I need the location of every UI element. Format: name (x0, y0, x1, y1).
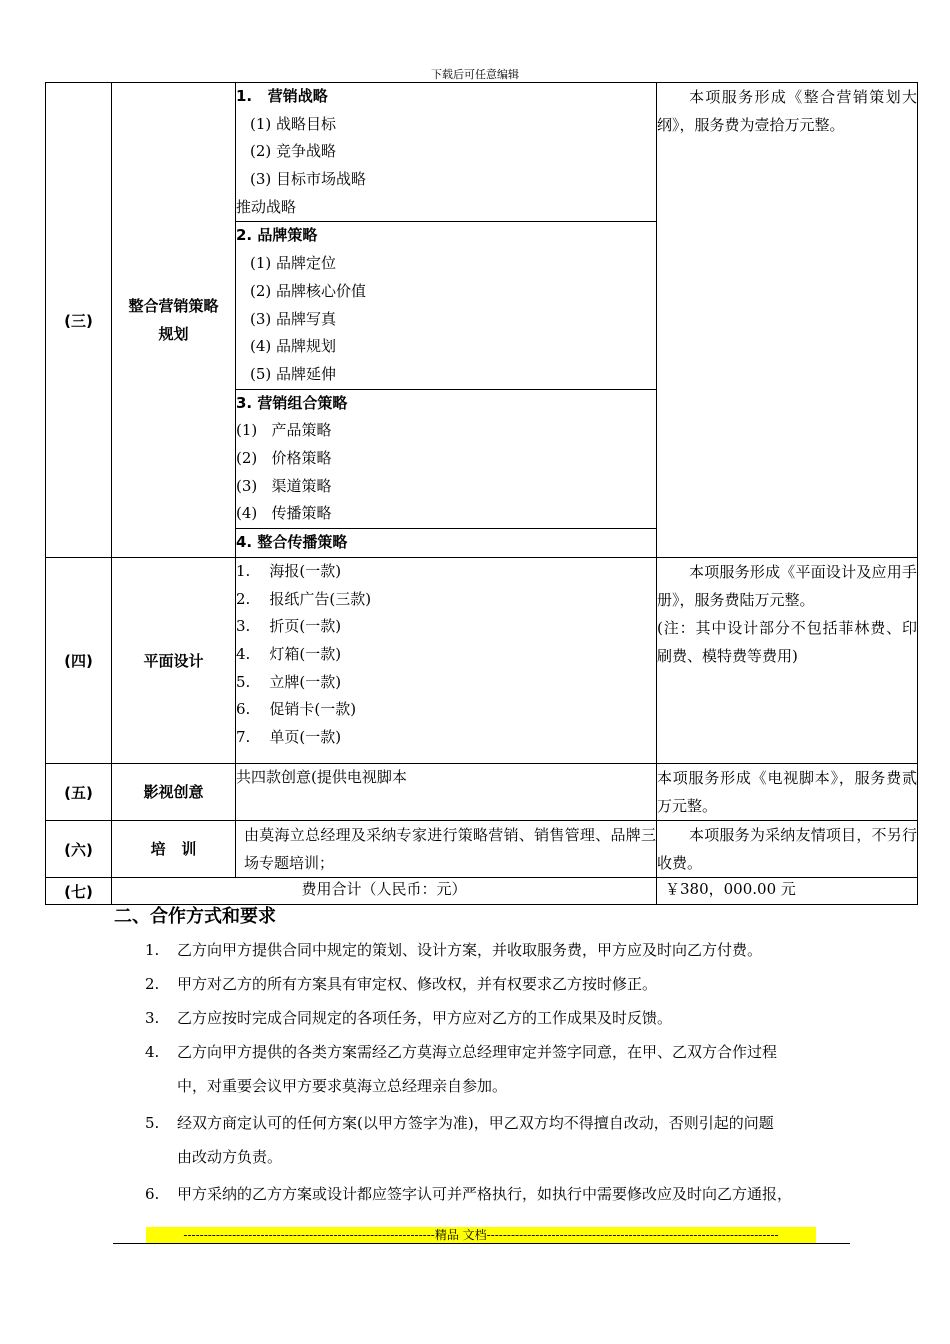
list-item (145, 1177, 865, 1211)
item-number: 4. (145, 1043, 160, 1061)
row-description: 本项服务形成《整合营销策划大纲》，服务费为壹拾万元整。 (657, 83, 918, 558)
table-row (46, 83, 918, 222)
item-text-continued: 中，对重要会议甲方要求莫海立总经理亲自参加。 (177, 1077, 508, 1095)
table-row (46, 821, 918, 878)
section-marketing-mix (236, 389, 657, 528)
footer-banner: --------------------------------------------------------------精品 文档------------------------------------------------------------------------ (146, 1227, 816, 1243)
section-brand-strategy (236, 222, 657, 389)
item-number: 3. (145, 1009, 160, 1027)
list-item: (3) 渠道策略 (236, 476, 332, 495)
list-item: 3. 折页(一款) (236, 617, 342, 636)
list-item: (1) 品牌定位 (250, 254, 337, 273)
row-number: (三) (46, 83, 112, 558)
item-number: 2. (145, 975, 160, 993)
content-text: 共四款创意(提供电视脚本 (236, 768, 407, 786)
category-line: 整合营销策略 (128, 297, 219, 315)
list-item: 5. 立牌(一款) (236, 672, 342, 691)
list-item: (2) 竞争战略 (250, 142, 337, 161)
row-content: 由莫海立总经理及采纳专家进行策略营销、销售管理、品牌三场专题培训； (236, 821, 657, 878)
list-item: (5) 品牌延伸 (250, 364, 337, 383)
description-note: (注：其中设计部分不包括菲林费、印刷费、模特费等费用) (657, 619, 917, 665)
item-text: 乙方向甲方提供合同中规定的策划、设计方案，并收取服务费，甲方应及时向乙方付费。 (177, 941, 763, 959)
section-title: 1. 营销战略 (236, 87, 328, 105)
description-text: 本项服务形成《平面设计及应用手册》，服务费陆万元整。 (657, 563, 917, 609)
section-heading: 二、合作方式和要求 (114, 906, 276, 927)
section-marketing-strategy (236, 83, 657, 222)
section-title: 3. 营销组合策略 (236, 393, 348, 412)
list-item: (1) 战略目标 (250, 114, 337, 133)
row-content (236, 558, 657, 764)
item-text: 经双方商定认可的任何方案(以甲方签字为准)，甲乙双方均不得擅自改动，否则引起的问题 (177, 1114, 774, 1132)
footer-divider (113, 1243, 850, 1244)
table-row (46, 878, 918, 905)
table-row (46, 764, 918, 821)
list-item: 推动战略 (236, 197, 297, 216)
row-content (236, 764, 657, 821)
row-description (657, 558, 918, 764)
list-item: (3) 目标市场战略 (250, 170, 367, 189)
item-text: 乙方应按时完成合同规定的各项任务，甲方应对乙方的工作成果及时反馈。 (177, 1009, 673, 1027)
section-title: 4. 整合传播策略 (236, 533, 348, 551)
list-item: (2) 品牌核心价值 (250, 281, 367, 300)
row-category: 培 训 (112, 821, 236, 878)
list-item (145, 1035, 865, 1103)
row-category: 平面设计 (112, 558, 236, 764)
list-item: 7. 单页(一款) (236, 728, 342, 747)
service-table (45, 82, 918, 905)
list-item: (3) 品牌写真 (250, 309, 337, 328)
list-item: (2) 价格策略 (236, 448, 332, 467)
row-number: (五) (46, 764, 112, 821)
section-title: 2. 品牌策略 (236, 226, 318, 245)
list-item (145, 1001, 865, 1035)
page-header: 下载后可任意编辑 (431, 68, 519, 81)
row-category: 影视创意 (112, 764, 236, 821)
row-description: 本项服务形成《电视脚本》，服务费贰万元整。 (657, 764, 918, 821)
item-text: 甲方采纳的乙方方案或设计都应签字认可并严格执行，如执行中需要修改应及时向乙方通报， (177, 1185, 793, 1203)
row-category (112, 83, 236, 558)
table-row (46, 558, 918, 764)
row-number: (七) (46, 878, 112, 905)
list-item: 6. 促销卡(一款) (236, 700, 357, 719)
item-text-continued: 由改动方负责。 (177, 1148, 283, 1166)
row-number: (四) (46, 558, 112, 764)
row-number: (六) (46, 821, 112, 878)
item-number: 6. (145, 1185, 160, 1203)
list-item: 4. 灯箱(一款) (236, 645, 342, 664)
item-number: 1. (145, 941, 160, 959)
list-item: 1. 海报(一款) (236, 562, 342, 580)
total-label: 费用合计（人民币：元） (112, 878, 657, 905)
list-item: (4) 传播策略 (236, 504, 332, 523)
row-description: 本项服务为采纳友情项目，不另行收费。 (657, 821, 918, 878)
list-item (145, 1106, 865, 1174)
category-line: 规划 (158, 325, 189, 343)
list-item: 2. 报纸广告(三款) (236, 589, 372, 608)
total-amount: ￥380，000.00 元 (657, 878, 918, 905)
item-text: 甲方对乙方的所有方案具有审定权、修改权，并有权要求乙方按时修正。 (177, 975, 658, 993)
list-item: (4) 品牌规划 (250, 337, 337, 356)
list-item (145, 967, 865, 1001)
section-integrated-communication (236, 529, 657, 558)
item-number: 5. (145, 1114, 160, 1132)
item-text: 乙方向甲方提供的各类方案需经乙方莫海立总经理审定并签字同意，在甲、乙双方合作过程 (177, 1043, 778, 1061)
list-item: (1) 产品策略 (236, 421, 332, 440)
list-item (145, 933, 865, 967)
